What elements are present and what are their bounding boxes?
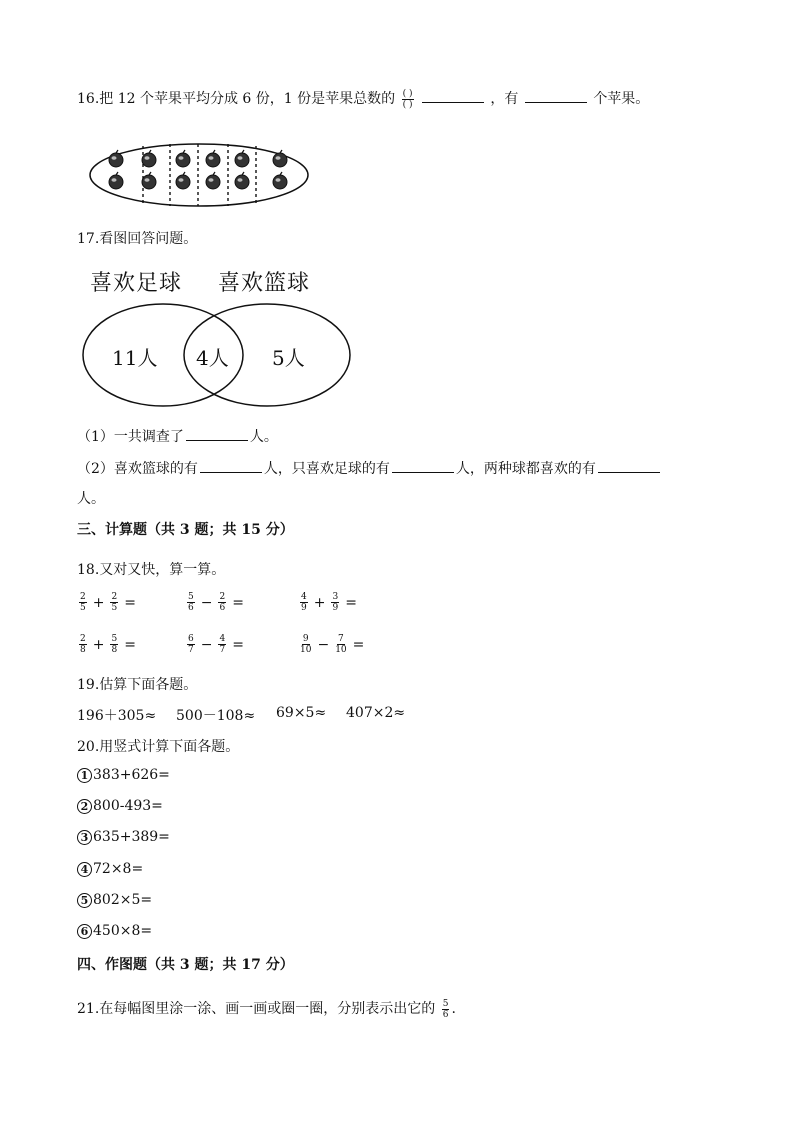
apple-icon	[142, 175, 156, 189]
apple-icon	[109, 175, 123, 189]
fraction-b: $\frac{5}{8}$	[111, 634, 118, 655]
fraction-a: $\frac{2}{8}$	[80, 634, 86, 655]
apple-icon	[273, 153, 287, 167]
q20-item: 6 450×8=	[77, 923, 152, 939]
q18-problem	[77, 634, 140, 655]
q19-item-4: 407×2≈	[346, 705, 406, 721]
q17-sub2: （2）喜欢篮球的有 人，只喜欢足球的有 人，两种球都喜欢的有	[77, 458, 662, 478]
q18-problem	[185, 592, 248, 613]
section-4-heading: 四、作图题（共 3 题；共 17 分）	[77, 957, 294, 973]
q16-text-a: 16.把 12 个苹果平均分成 6 份，1 份是苹果总数的	[77, 91, 396, 107]
question-18-title: 18.又对又快，算一算。	[77, 562, 226, 578]
equals-sign: =	[345, 594, 357, 611]
q17-sub2-blank-basketball[interactable]	[200, 459, 262, 473]
equals-sign: =	[124, 636, 136, 653]
fraction-b: $\frac{7}{10}$	[335, 634, 347, 655]
equals-sign: =	[124, 594, 136, 611]
fraction-a: $\frac{6}{7}$	[188, 634, 194, 655]
apples-oval-figure	[86, 140, 312, 210]
operator: +	[92, 594, 105, 611]
q19-item-1: 196＋305≈	[77, 708, 157, 724]
q17-sub2-blank-both[interactable]	[598, 459, 660, 473]
venn-left-value: 11人	[112, 346, 158, 370]
fraction-b: $\frac{3}{9}$	[332, 592, 339, 613]
q18-problem	[77, 592, 140, 613]
q16-text-c: 个苹果。	[593, 91, 650, 107]
question-19-title: 19.估算下面各题。	[77, 677, 198, 693]
q19-item-3: 69×5≈	[276, 705, 327, 721]
operator: −	[200, 636, 213, 653]
q18-problem	[298, 592, 361, 613]
q20-item: 1 383+626=	[77, 767, 170, 783]
fraction-b: $\frac{2}{5}$	[111, 592, 118, 613]
fraction-b: $\frac{2}{6}$	[219, 592, 226, 613]
venn-middle-value: 4人	[196, 346, 229, 370]
q17-sub2-end: 人。	[77, 491, 105, 507]
q19-item-2: 500－108≈	[176, 708, 256, 724]
apple-icon	[176, 153, 190, 167]
apple-icon	[235, 175, 249, 189]
equals-sign: =	[232, 636, 244, 653]
q16-text-b: ，有	[490, 91, 519, 107]
operator: +	[92, 636, 105, 653]
q17-sub1: （1）一共调查了 人。	[77, 429, 278, 445]
q16-blank-fraction[interactable]	[422, 89, 484, 103]
q18-problem	[298, 634, 368, 655]
operator: −	[200, 594, 213, 611]
apple-icon	[206, 153, 220, 167]
fraction-a: $\frac{5}{6}$	[188, 592, 194, 613]
q18-problem	[185, 634, 248, 655]
venn-right-label: 喜欢篮球	[218, 271, 311, 296]
venn-right-value: 5人	[272, 346, 305, 370]
apple-icon	[273, 175, 287, 189]
operator: +	[313, 594, 326, 611]
question-17-title: 17.看图回答问题。	[77, 231, 198, 247]
equals-sign: =	[232, 594, 244, 611]
fraction-b: $\frac{4}{7}$	[219, 634, 226, 655]
apple-icon	[142, 153, 156, 167]
venn-left-label: 喜欢足球	[90, 271, 183, 296]
apple-icon	[109, 153, 123, 167]
apple-icon	[206, 175, 220, 189]
section-3-heading: 三、计算题（共 3 题；共 15 分）	[77, 522, 294, 538]
fraction-a: $\frac{9}{10}$	[300, 634, 312, 655]
q16-blank-count[interactable]	[525, 89, 587, 103]
q17-sub2-blank-football[interactable]	[392, 459, 454, 473]
question-16	[77, 88, 649, 110]
operator: −	[317, 636, 330, 653]
fraction-a: $\frac{4}{9}$	[301, 592, 307, 613]
q20-item: 2 800-493=	[77, 798, 163, 814]
fraction-a: $\frac{2}{5}$	[80, 592, 86, 613]
question-20-title: 20.用竖式计算下面各题。	[77, 739, 240, 755]
equals-sign: =	[352, 636, 365, 653]
q17-sub1-blank[interactable]	[186, 427, 248, 441]
q20-item: 4 72×8=	[77, 861, 143, 877]
apple-icon	[176, 175, 190, 189]
q16-fraction: $\frac{( )}{( )}$	[402, 88, 413, 110]
question-21: 21.在每幅图里涂一涂、画一画或圈一圈，分别表示出它的 $\frac{5}{6}$ .	[77, 998, 456, 1020]
q21-fraction: $\frac{5}{6}$	[442, 998, 449, 1020]
q20-item: 5 802×5=	[77, 892, 152, 908]
q20-item: 3 635+389=	[77, 829, 170, 845]
apple-icon	[235, 153, 249, 167]
